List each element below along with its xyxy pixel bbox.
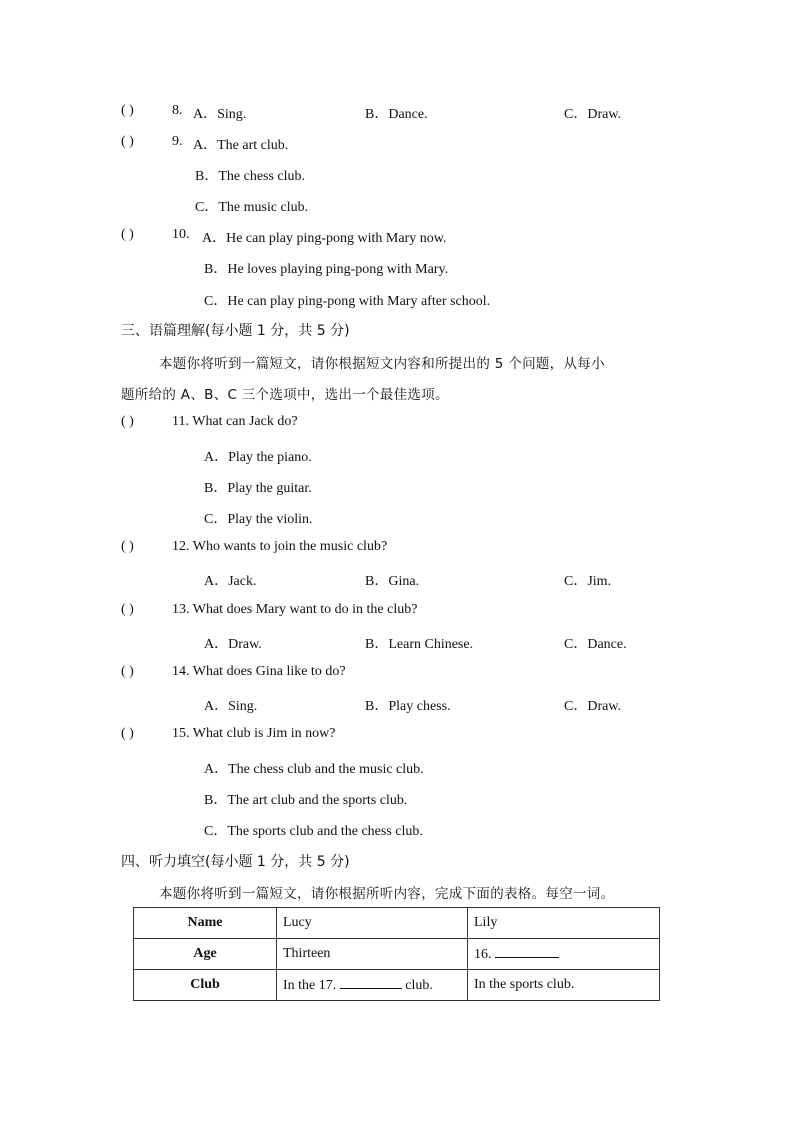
- question-stem: 11. What can Jack do?: [172, 414, 298, 429]
- cell-lily-age: [468, 939, 660, 970]
- option-b: B．Gina.: [365, 574, 420, 589]
- cell-lucy-club: [277, 970, 468, 1001]
- option-a: A．Sing.: [193, 107, 247, 122]
- option-b: B．Dance.: [365, 107, 428, 122]
- question-stem: 14. What does Gina like to do?: [172, 664, 346, 679]
- section-4-instruction: 本题你将听到一篇短文，请你根据所听内容，完成下面的表格。每空一词。: [159, 886, 615, 902]
- option-b: B．Learn Chinese.: [365, 637, 474, 652]
- option-a: A．Sing.: [204, 699, 258, 714]
- cell-lucy-name: Lucy: [277, 908, 468, 939]
- answer-paren[interactable]: ( ): [121, 539, 134, 554]
- table-row: [134, 970, 660, 1001]
- option-c: C．The music club.: [195, 200, 309, 215]
- option-b: B．The chess club.: [195, 169, 306, 184]
- section-4-heading: 四、听力填空(每小题 1 分，共 5 分): [121, 854, 350, 870]
- answer-blank-16[interactable]: [495, 945, 559, 958]
- question-stem: 15. What club is Jim in now?: [172, 726, 336, 741]
- section-3-heading: 三、语篇理解(每小题 1 分，共 5 分): [121, 323, 350, 339]
- question-number: 10.: [172, 227, 190, 242]
- option-b: B．The art club and the sports club.: [204, 793, 408, 808]
- cell-lily-club: In the sports club.: [468, 970, 660, 1001]
- cell-lily-name: Lily: [468, 908, 660, 939]
- option-c: C．Dance.: [564, 637, 627, 652]
- blank-number: 16.: [474, 947, 492, 962]
- option-a: A．Play the piano.: [204, 450, 312, 465]
- option-b: B．He loves playing ping-pong with Mary.: [204, 262, 449, 277]
- question-stem: 12. Who wants to join the music club?: [172, 539, 388, 554]
- table-row: [134, 939, 660, 970]
- answer-blank-17[interactable]: [340, 976, 402, 989]
- option-a: A．He can play ping-pong with Mary now.: [202, 231, 447, 246]
- table-row: [134, 908, 660, 939]
- option-a: A．The art club.: [193, 138, 289, 153]
- question-number: 8.: [172, 103, 183, 118]
- option-b: B．Play chess.: [365, 699, 451, 714]
- answer-paren[interactable]: ( ): [121, 602, 134, 617]
- answer-paren[interactable]: ( ): [121, 664, 134, 679]
- blank-suffix: club.: [405, 978, 433, 993]
- option-a: A．Jack.: [204, 574, 257, 589]
- option-c: C．Draw.: [564, 107, 622, 122]
- answer-paren[interactable]: ( ): [121, 103, 134, 118]
- row-header-age: Age: [134, 939, 277, 970]
- option-c: C．Draw.: [564, 699, 622, 714]
- option-c: C．Play the violin.: [204, 512, 313, 527]
- option-c: C．He can play ping-pong with Mary after school.: [204, 294, 491, 309]
- option-a: A．Draw.: [204, 637, 262, 652]
- row-header-name: Name: [134, 908, 277, 939]
- option-a: A．The chess club and the music club.: [204, 762, 424, 777]
- answer-paren[interactable]: ( ): [121, 227, 134, 242]
- row-header-club: Club: [134, 970, 277, 1001]
- section-3-instruction-line2: 题所给的 A、B、C 三个选项中，选出一个最佳选项。: [121, 387, 449, 403]
- answer-paren[interactable]: ( ): [121, 134, 134, 149]
- answer-paren[interactable]: ( ): [121, 414, 134, 429]
- answer-paren[interactable]: ( ): [121, 726, 134, 741]
- option-b: B．Play the guitar.: [204, 481, 312, 496]
- info-table: [133, 907, 660, 1001]
- question-number: 9.: [172, 134, 183, 149]
- option-c: C．Jim.: [564, 574, 612, 589]
- option-c: C．The sports club and the chess club.: [204, 824, 423, 839]
- blank-number: In the 17.: [283, 978, 337, 993]
- section-3-instruction-line1: 本题你将听到一篇短文，请你根据短文内容和所提出的 5 个问题，从每小: [159, 356, 605, 372]
- cell-lucy-age: Thirteen: [277, 939, 468, 970]
- question-stem: 13. What does Mary want to do in the club?: [172, 602, 418, 617]
